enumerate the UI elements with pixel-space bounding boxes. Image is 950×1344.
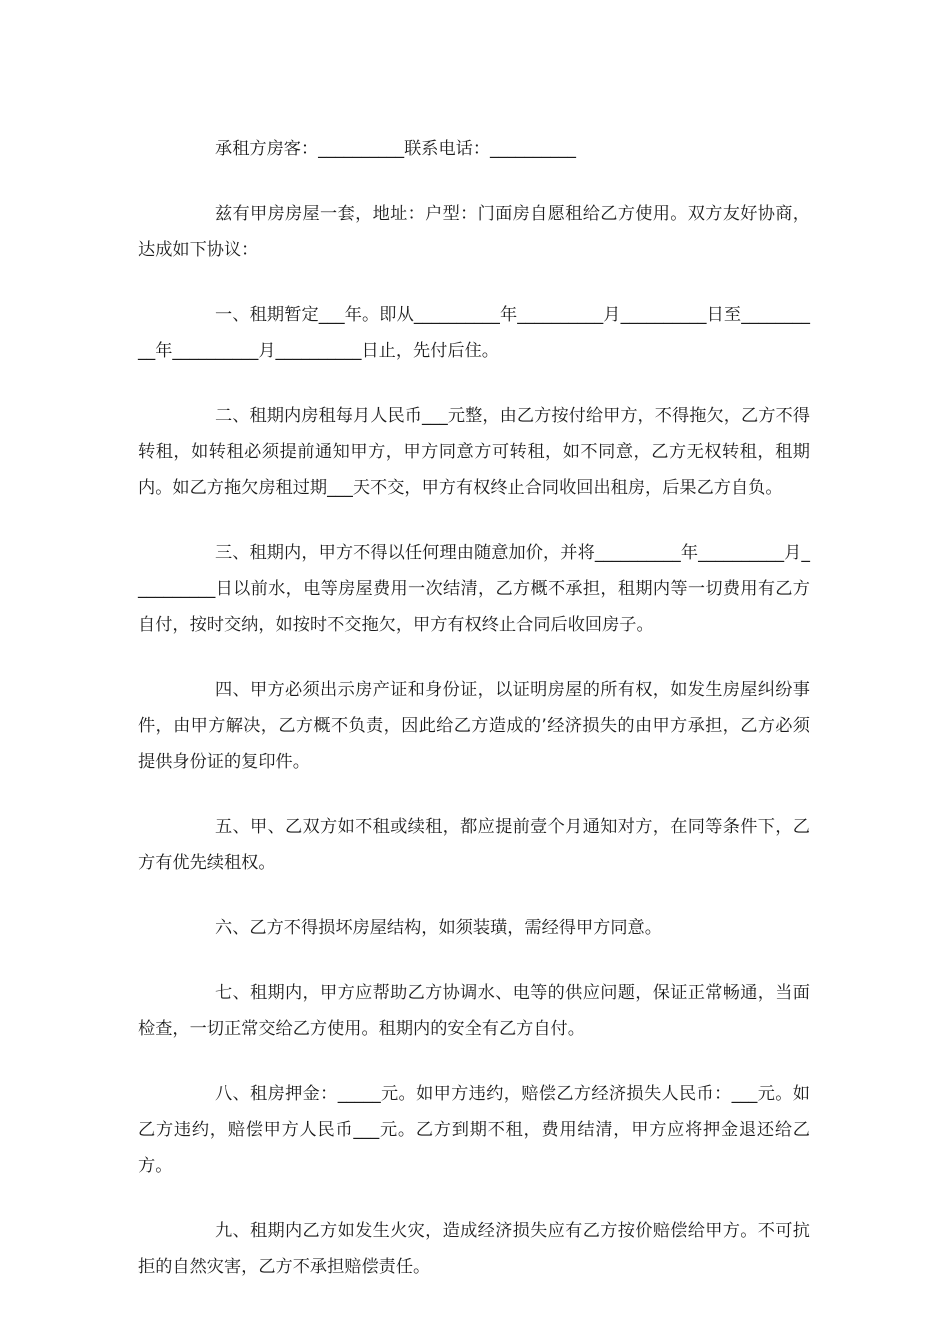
tenant-info-line: 承租方房客：__________联系电话：__________	[215, 139, 576, 159]
clause-4-ownership: 四、甲方必须出示房产证和身份证，以证明房屋的所有权，如发生房屋纠纷事件，由甲方解决，乙方概不负责，因此给乙方造成的’经济损失的由甲方承担，乙方必须提供身份证的复印件。	[138, 680, 810, 772]
clause-6-structure: 六、乙方不得损坏房屋结构，如须装璜，需经得甲方同意。	[215, 918, 662, 938]
clause-8-deposit: 八、租房押金：_____元。如甲方违约，赔偿乙方经济损失人民币：___元。如乙方违约，赔偿甲方人民币___元。乙方到期不租，费用结清，甲方应将押金退还给乙方。	[138, 1084, 810, 1176]
clause-5-renewal: 五、甲、乙双方如不租或续租，都应提前壹个月通知对方，在同等条件下，乙方有优先续租权。	[138, 817, 810, 873]
clause-1-lease-term: 一、租期暂定___年。即从__________年__________月__________日至__________年__________月__________日止，先付后住。	[138, 305, 810, 361]
clause-3-price-and-fees: 三、租期内，甲方不得以任何理由随意加价，并将__________年__________月__________日以前水，电等房屋费用一次结清，乙方概不承担，租期内等一切费用有乙方自付，按时交纳，如按时不交拖欠，甲方有权终止合同后收回房子。	[138, 543, 810, 635]
clause-9-fire: 九、租期内乙方如发生火灾，造成经济损失应有乙方按价赔偿给甲方。不可抗拒的自然灾害，乙方不承担赔偿责任。	[138, 1221, 810, 1277]
contract-body	[138, 131, 810, 1314]
clause-2-rent: 二、租期内房租每月人民币___元整，由乙方按付给甲方，不得拖欠，乙方不得转租，如转租必须提前通知甲方，甲方同意方可转租，如不同意，乙方无权转租，租期内。如乙方拖欠房租过期___天不交，甲方有权终止合同收回出租房，后果乙方自负。	[138, 406, 810, 498]
clause-7-utilities: 七、租期内，甲方应帮助乙方协调水、电等的供应问题，保证正常畅通，当面检查，一切正常交给乙方使用。租期内的安全有乙方自付。	[138, 983, 810, 1039]
intro-paragraph: 兹有甲房房屋一套，地址：户型：门面房自愿租给乙方使用。双方友好协商，达成如下协议：	[138, 204, 810, 260]
